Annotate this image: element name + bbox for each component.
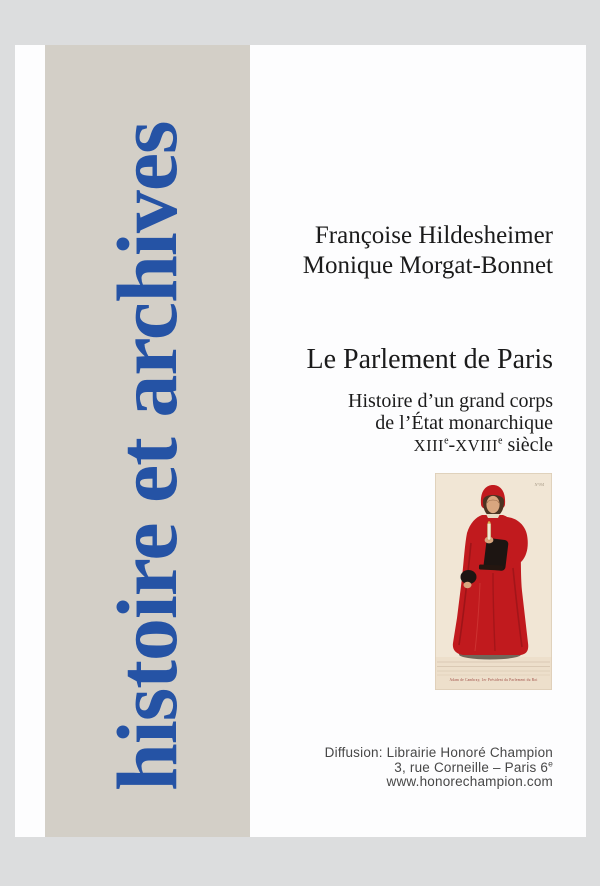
book-subtitle [348,390,553,457]
plate-caption: Adam de Cambray, 1er Président du Parlement du Roi [449,678,538,682]
footer-publisher-line: Diffusion: Librairie Honoré Champion [324,745,553,760]
author-name: Monique Morgat-Bonnet [302,252,553,279]
footer-address-line: 3, rue Corneille – Paris 6e [394,758,553,775]
century-range [348,434,553,457]
subtitle-line: Histoire d’un grand corps [348,390,553,412]
author-names [303,221,553,281]
fur-cuff [461,570,477,584]
century-start-superscript: e [444,435,449,447]
century-start: XIII [413,436,445,455]
face [486,496,499,513]
collection-title-vertical: histoire et archives [99,121,195,791]
parlement-president-illustration [435,473,552,690]
baton [487,523,490,540]
author-name: Françoise Hildesheimer [314,222,553,249]
diffusion-footer [325,746,553,790]
century-separator: - [448,434,456,456]
book-title: Le Parlement de Paris [306,344,553,375]
book-cover-page [15,45,586,837]
footer-website-line: www.honorechampion.com [386,774,553,790]
century-end-superscript: e [498,435,503,447]
address-superscript: e [548,758,553,769]
century-word: siècle [502,434,553,456]
century-end: XVIII [455,436,499,455]
subtitle-line: de l’État monarchique [375,412,553,434]
plate-number: N°84 [534,482,544,487]
